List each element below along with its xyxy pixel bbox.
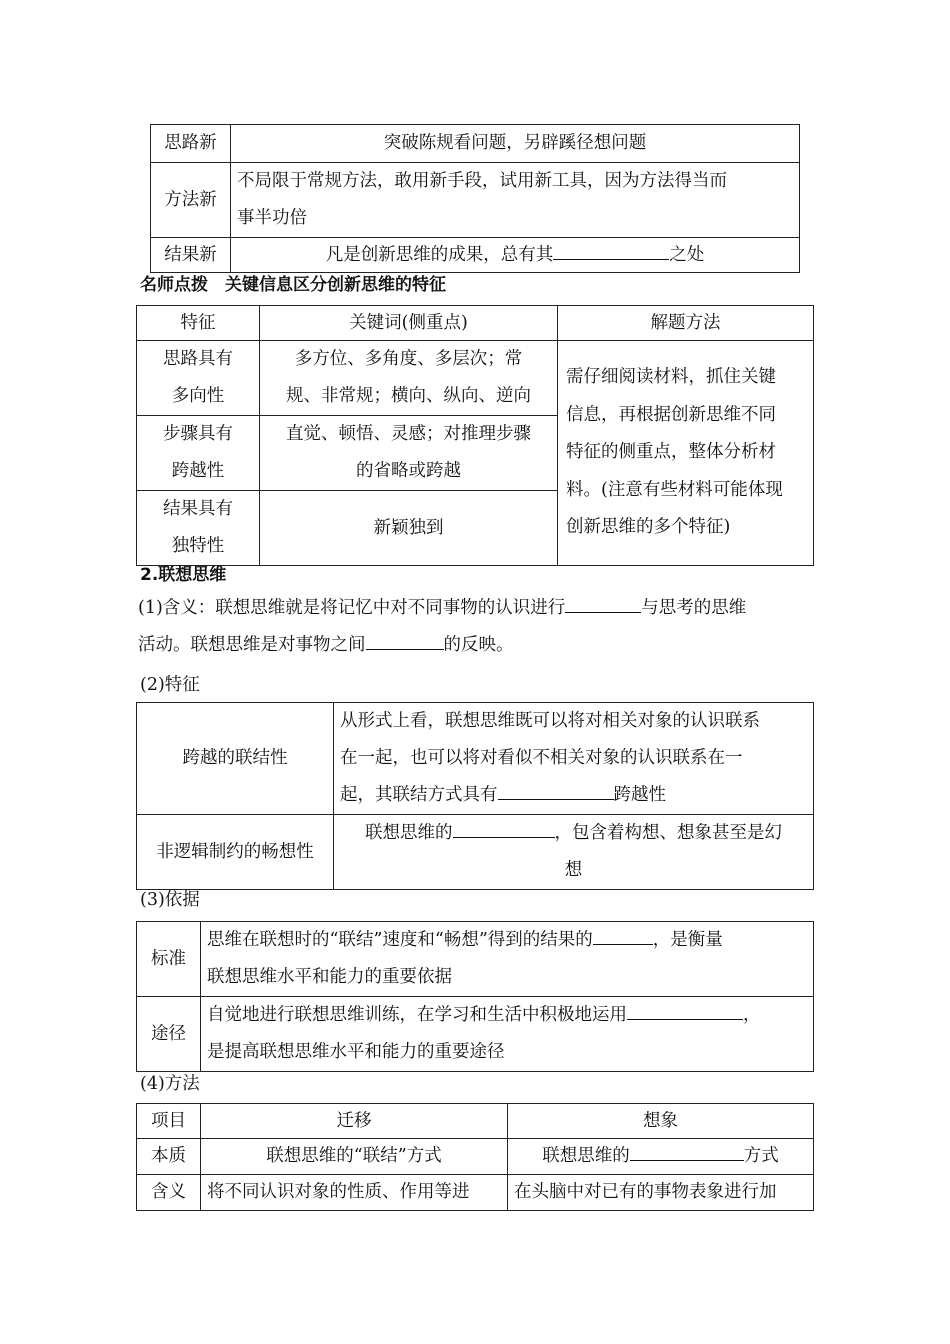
table-row	[151, 163, 800, 238]
text-line	[340, 815, 807, 852]
text-line: 料。(注意有些材料可能体现	[566, 479, 783, 500]
method-cell	[558, 341, 814, 566]
row-label: 方法新	[151, 163, 231, 238]
row-text	[201, 997, 814, 1072]
text-before: 凡是创新思维的成果，总有其	[325, 245, 554, 265]
feature-cell	[137, 491, 260, 566]
subsection-title: (3)依据	[140, 890, 200, 910]
text-line: 规、非常规；横向、纵向、逆向	[286, 386, 531, 406]
text-line: 步骤具有	[163, 424, 233, 444]
header-cell: 项目	[137, 1104, 201, 1139]
row-label: 跨越的联结性	[137, 703, 334, 815]
fill-blank	[553, 242, 669, 261]
text-line: 独特性	[171, 536, 225, 556]
table-row	[137, 1175, 814, 1211]
text-before: 思维在联想时的“联结”速度和“畅想”得到的结果的	[207, 930, 593, 950]
text-line: 事半功倍	[237, 208, 307, 228]
row-label: 途径	[137, 997, 201, 1072]
text-line	[207, 922, 807, 959]
keyword-cell	[260, 341, 558, 416]
text-after: 的反映。	[443, 635, 514, 655]
text-after: 与思考的思维	[641, 598, 747, 618]
row-label: 思路新	[151, 125, 231, 163]
text-line: 直觉、顿悟、灵感；对推理步骤	[286, 424, 531, 444]
definition-paragraph	[138, 590, 814, 664]
table-row	[151, 125, 800, 163]
text-before: (1)含义：联想思维就是将记忆中对不同事物的认识进行	[138, 598, 566, 618]
table-row	[137, 341, 814, 416]
text-before: 起，其联结方式具有	[340, 785, 498, 805]
subsection-title: (4)方法	[140, 1074, 200, 1094]
text-line: 需仔细阅读材料，抓住关键	[566, 367, 776, 388]
row-text	[334, 815, 814, 890]
text-line: 跨越性	[171, 461, 225, 481]
table-row	[137, 815, 814, 890]
fill-blank	[627, 1002, 743, 1021]
row-text	[334, 703, 814, 815]
text-before: 自觉地进行联想思维训练，在学习和生活中积极地运用	[207, 1005, 627, 1025]
imagination-cell	[508, 1139, 814, 1175]
text-line: 联想思维水平和能力的重要依据	[207, 967, 452, 987]
row-text	[201, 922, 814, 997]
row-label: 标准	[137, 922, 201, 997]
text-line: 多向性	[171, 386, 225, 406]
text-before: 联想思维的	[365, 823, 453, 843]
text-after: ，包含着构想、想象甚至是幻	[554, 823, 782, 843]
header-cell: 想象	[508, 1104, 814, 1139]
text-line: 的省略或跨越	[356, 461, 461, 481]
fill-blank	[593, 927, 653, 946]
header-cell: 迁移	[201, 1104, 508, 1139]
row-label: 含义	[137, 1175, 201, 1211]
method-table	[136, 1103, 814, 1211]
transfer-cell: 联想思维的“联结”方式	[201, 1139, 508, 1175]
row-label: 本质	[137, 1139, 201, 1175]
fill-blank	[630, 1143, 744, 1162]
feature-cell	[137, 416, 260, 491]
text-line: 想	[564, 860, 583, 880]
fill-blank	[366, 632, 444, 651]
table-row	[151, 238, 800, 273]
feature-cell	[137, 341, 260, 416]
imagination-cell: 在头脑中对已有的事物表象进行加	[508, 1175, 814, 1211]
table-header-row	[137, 1104, 814, 1139]
row-text: 突破陈规看问题，另辟蹊径想问题	[231, 125, 800, 163]
text-line: 信息，再根据创新思维不同	[566, 404, 776, 425]
text-line: 在一起，也可以将对看似不相关对象的认识联系在一	[340, 748, 743, 768]
innovation-table	[150, 124, 800, 273]
text-before: 联想思维的	[542, 1146, 630, 1166]
text-before: 活动。联想思维是对事物之间	[138, 635, 366, 655]
header-cell: 关键词(侧重点)	[260, 306, 558, 341]
keyword-cell	[260, 416, 558, 491]
subsection-title: (2)特征	[140, 675, 200, 695]
basis-table	[136, 921, 814, 1072]
text-line: 创新思维的多个特征)	[566, 517, 731, 538]
text-after: 跨越性	[613, 785, 666, 805]
keyword-cell: 新颖独到	[260, 491, 558, 566]
text-line: 从形式上看，联想思维既可以将对相关对象的认识联系	[340, 711, 760, 731]
fill-blank	[453, 820, 555, 839]
header-cell: 解题方法	[558, 306, 814, 341]
text-line: 结果具有	[163, 499, 233, 519]
association-feature-table	[136, 702, 814, 890]
table-row	[137, 1139, 814, 1175]
text-after: ，	[743, 1005, 761, 1025]
table-row	[137, 922, 814, 997]
row-label: 结果新	[151, 238, 231, 273]
text-line: 多方位、多角度、多层次；常	[294, 349, 523, 369]
text-line: 思路具有	[163, 349, 233, 369]
tip-title: 名师点拨 关键信息区分创新思维的特征	[140, 275, 446, 295]
row-text	[231, 163, 800, 238]
section-title: 2.联想思维	[140, 565, 227, 585]
feature-table	[136, 305, 814, 566]
text-line: 特征的侧重点，整体分析材	[566, 442, 776, 463]
fill-blank	[498, 782, 614, 801]
table-row	[137, 997, 814, 1072]
text-after: 之处	[669, 245, 705, 265]
text-line	[340, 777, 807, 814]
text-line: 是提高联想思维水平和能力的重要途径	[207, 1042, 505, 1062]
text-after: ，是衡量	[652, 930, 723, 950]
transfer-cell: 将不同认识对象的性质、作用等进	[201, 1175, 508, 1211]
row-text	[231, 238, 800, 273]
table-header-row	[137, 306, 814, 341]
header-cell: 特征	[137, 306, 260, 341]
text-line	[207, 997, 807, 1034]
text-line	[138, 627, 814, 664]
text-after: 方式	[743, 1146, 779, 1166]
fill-blank	[565, 595, 641, 614]
table-row	[137, 703, 814, 815]
row-label: 非逻辑制约的畅想性	[137, 815, 334, 890]
text-line	[138, 590, 814, 627]
text-line: 不局限于常规方法，敢用新手段，试用新工具，因为方法得当而	[237, 171, 727, 191]
